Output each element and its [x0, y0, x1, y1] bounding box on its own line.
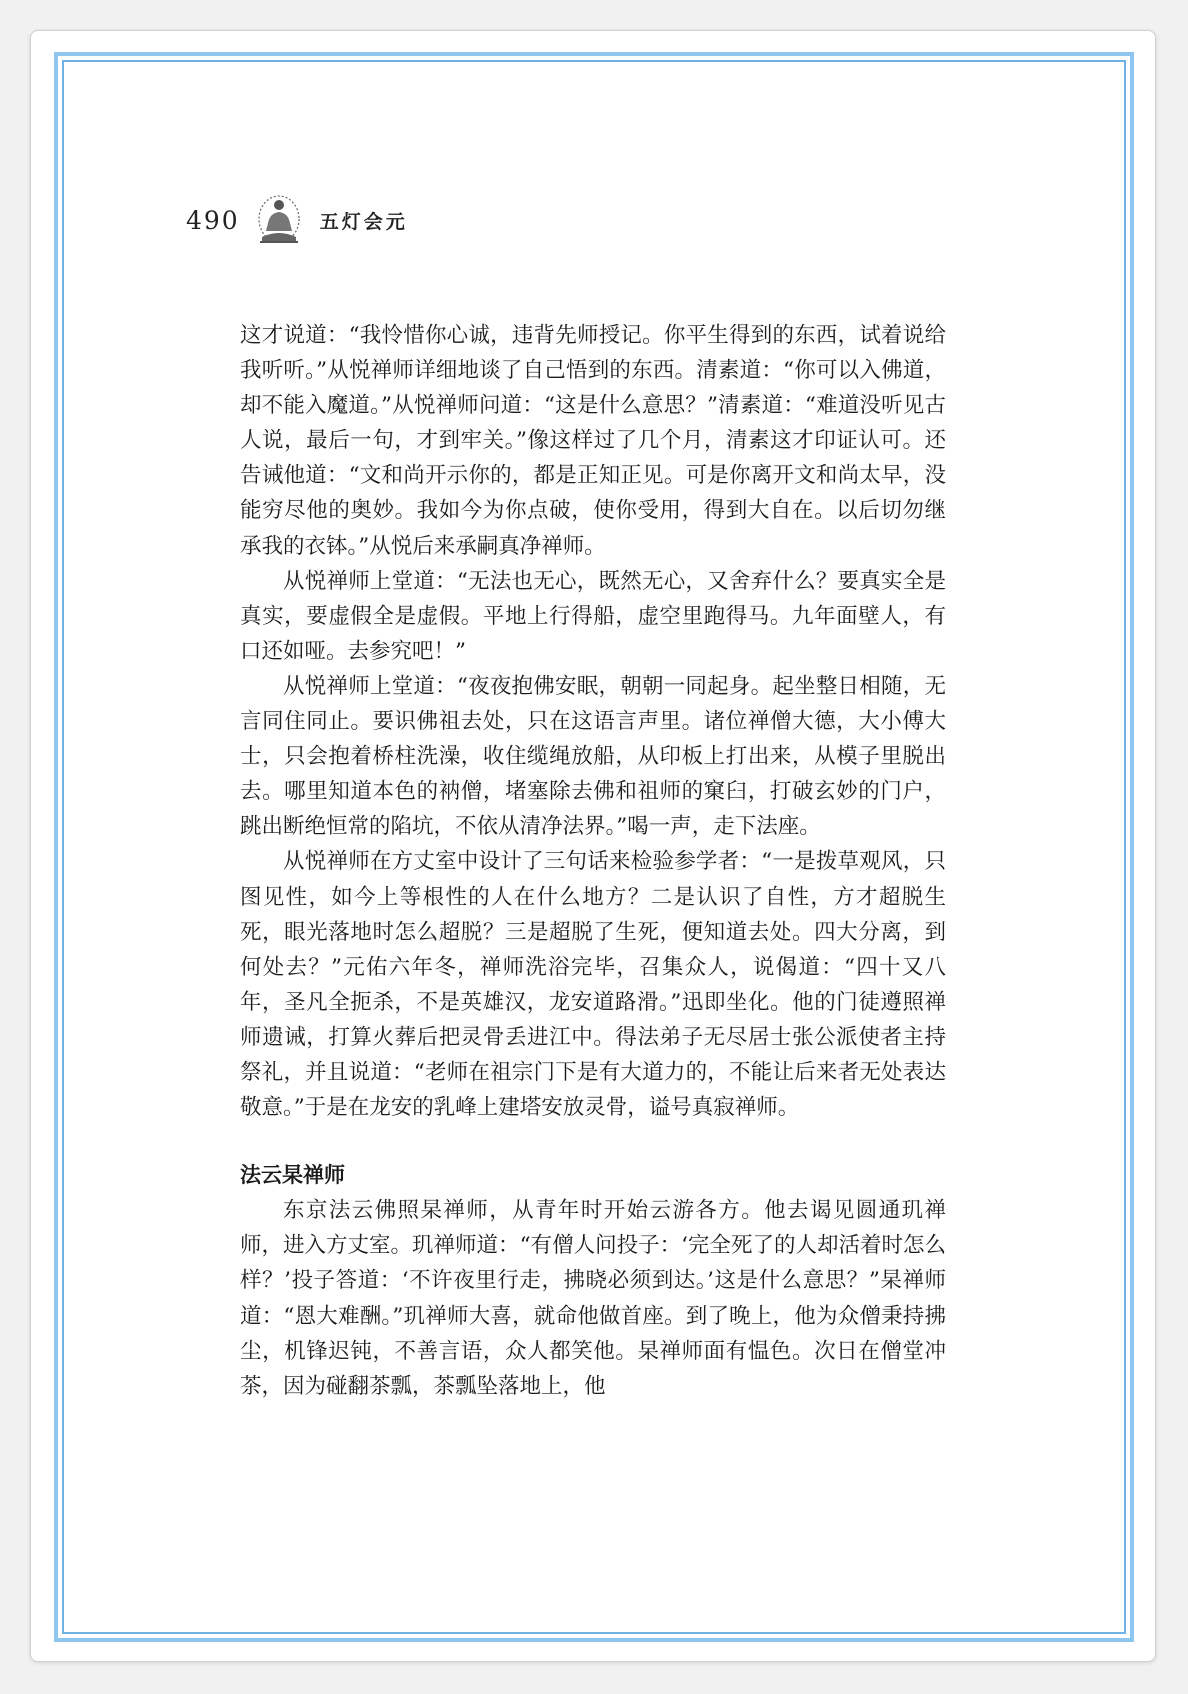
paragraph-1: 这才说道：“我怜惜你心诚，违背先师授记。你平生得到的东西，试着说给我听听。”从悦禅师详细地谈了自己悟到的东西。清素道：“你可以入佛道，却不能入魔道。”从悦禅师问道：“这是什么意思？”清素道：“难道没听见古人说，最后一句，才到牢关。”像这样过了几个月，清素这才印证认可。还告诫他道：“文和尚开示你的，都是正知正见。可是你离开文和尚太早，没能穷尽他的奥妙。我如今为你点破，使你受用，得到大自在。以后切勿继承我的衣钵。”从悦后来承嗣真净禅师。 — [240, 323, 946, 559]
paragraph-4: 从悦禅师在方丈室中设计了三句话来检验参学者：“一是拨草观风，只图见性，如今上等根性的人在什么地方？二是认识了自性，方才超脱生死，眼光落地时怎么超脱？三是超脱了生死，便知道去处。四大分离，到何处去？”元佑六年冬，禅师洗浴完毕，召集众人，说偈道：“四十又八年，圣凡全扼杀，不是英雄汉，龙安道路滑。”迅即坐化。他的门徒遵照禅师遗诫，打算火葬后把灵骨丢进江中。得法弟子无尽居士张公派使者主持祭礼，并且说道：“老师在祖宗门下是有大道力的，不能让后来者无处表达敬意。”于是在龙安的乳峰上建塔安放灵骨，谥号真寂禅师。 — [240, 849, 946, 1121]
paragraph-2: 从悦禅师上堂道：“无法也无心，既然无心，又舍弃什么？要真实全是真实，要虚假全是虚假。平地上行得船，虚空里跑得马。九年面壁人，有口还如哑。去参究吧！” — [240, 568, 946, 664]
page-header — [186, 190, 408, 250]
book-title: 五灯会元 — [319, 210, 408, 233]
section-paragraph: 东京法云佛照杲禅师，从青年时开始云游各方。他去谒见圆通玑禅师，进入方丈室。玑禅师道：“有僧人问投子：‘完全死了的人却活着时怎么样？’投子答道：‘不许夜里行走，拂晓必须到达。’这是什么意思？”杲禅师道：“恩大难酬。”玑禅师大喜，就命他做首座。到了晚上，他为众僧秉持拂尘，机锋迟钝，不善言语，众人都笑他。杲禅师面有愠色。次日在僧堂冲茶，因为碰翻茶瓢，茶瓢坠落地上，他 — [240, 1198, 946, 1399]
paragraph-3: 从悦禅师上堂道：“夜夜抱佛安眠，朝朝一同起身。起坐整日相随，无言同住同止。要识佛祖去处，只在这语言声里。诸位禅僧大德，大小傅大士，只会抱着桥柱洗澡，收住缆绳放船，从印板上打出来，从模子里脱出去。哪里知道本色的衲僧，堵塞除去佛和祖师的窠臼，打破玄妙的门户，跳出断绝恒常的陷坑，不依从清净法界。”喝一声，走下法座。 — [240, 673, 946, 840]
page-number: 490 — [186, 205, 240, 235]
buddha-icon — [254, 193, 304, 247]
main-text — [240, 318, 946, 1404]
section-heading: 法云杲禅师 — [240, 1163, 345, 1188]
